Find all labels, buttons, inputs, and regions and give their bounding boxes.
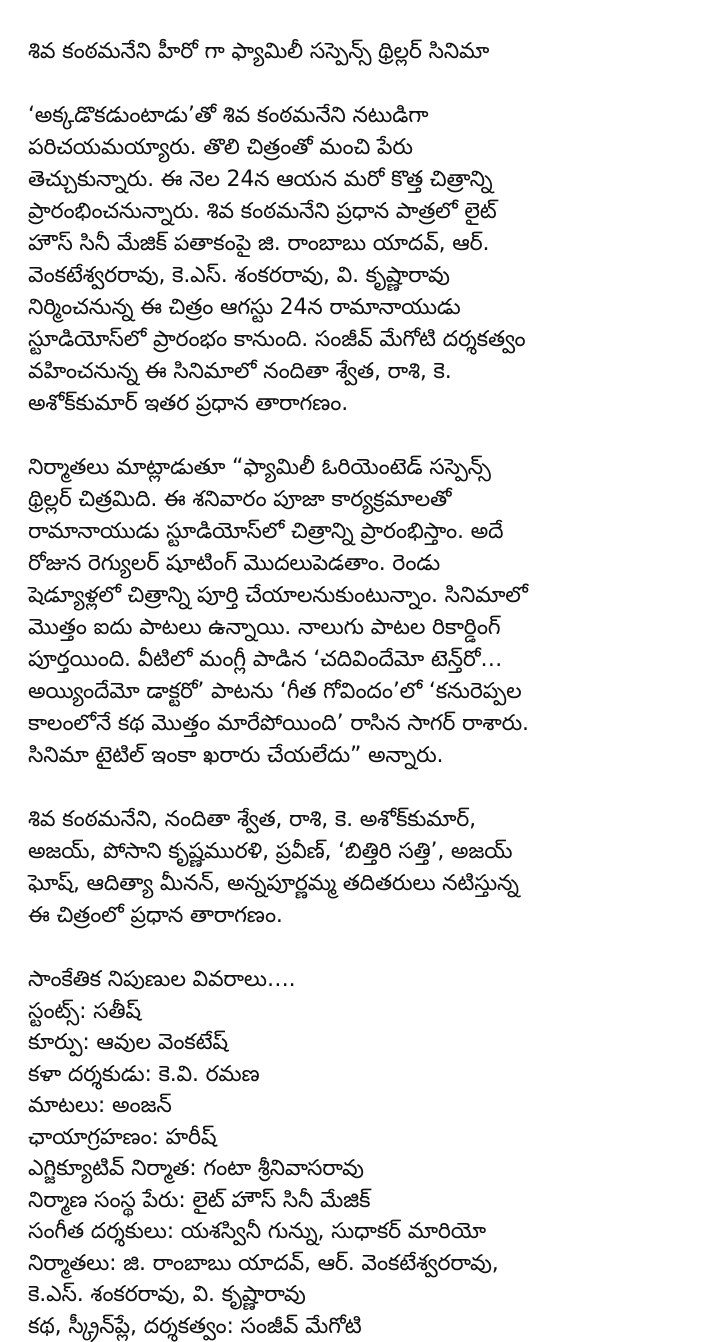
article-title: శివ కంఠమనేని హీరో గా ఫ్యామిలీ సస్పెన్స్ థ్రిల్లర్ సినిమా <box>28 36 683 68</box>
text-line: థ్రిల్లర్ చిత్రమిది. ఈ శనివారం పూజా కార్యక్రమాలతో <box>28 484 683 516</box>
credits-heading: సాంకేతిక నిపుణుల వివరాలు…. <box>28 964 683 996</box>
text-line: అశోక్‌కుమార్ ఇతర ప్రధాన తారాగణం. <box>28 388 683 420</box>
credit-line: నిర్మాతలు: జి. రాంబాబు యాదవ్, ఆర్. వెంకటేశ్వరరావు, <box>28 1248 683 1280</box>
credit-line: ఛాయాగ్రహణం: హరీష్ <box>28 1122 683 1154</box>
text-line: ‘అక్కడొకడుంటాడు’తో శివ కంఠమనేని నటుడిగా <box>28 100 683 132</box>
intro-paragraph <box>28 100 683 420</box>
text-line: పరిచయమయ్యారు. తొలి చిత్రంతో మంచి పేరు <box>28 132 683 164</box>
text-line: ఈ చిత్రంలో ప్రధాన తారాగణం. <box>28 900 683 932</box>
text-line: సినిమా టైటిల్ ఇంకా ఖరారు చేయలేదు” అన్నారు. <box>28 740 683 772</box>
text-line: అయ్యిందేమో డాక్టరో’ పాటను ‘గీత గోవిందం’లో ‘కనురెప్పల <box>28 676 683 708</box>
credit-line: స్టంట్స్: సతీష్ <box>28 996 683 1028</box>
credit-line: కథ, స్క్రీన్‌ప్లే, దర్శకత్వం: సంజీవ్ మేగోటి <box>28 1311 683 1342</box>
credit-line: సంగీత దర్శకులు: యశస్వినీ గున్ను, సుధాకర్ మారియో <box>28 1216 683 1248</box>
text-line: నిర్మాతలు మాట్లాడుతూ “ఫ్యామిలీ ఓరియెంటెడ్ సస్పెన్స్ <box>28 452 683 484</box>
text-line: వెంకటేశ్వరరావు, కె.ఎస్. శంకరరావు, వి. కృష్ణారావు <box>28 260 683 292</box>
cast-paragraph <box>28 804 683 932</box>
technical-credits-list <box>28 964 683 1342</box>
text-line: ఘోష్, ఆదిత్యా మీనన్, అన్నపూర్ణమ్మ తదితరులు నటిస్తున్న <box>28 868 683 900</box>
text-line: పూర్తయింది. వీటిలో మంగ్లీ పాడిన ‘చదివిందేమో టెన్త్‌రో… <box>28 644 683 676</box>
text-line: శివ కంఠమనేని, నందితా శ్వేత, రాశి, కె. అశోక్‌కుమార్, <box>28 804 683 836</box>
credit-line: కూర్పు: ఆవుల వెంకటేష్ <box>28 1027 683 1059</box>
credit-line: మాటలు: అంజన్ <box>28 1090 683 1122</box>
text-line: తెచ్చుకున్నారు. ఈ నెల 24న ఆయన మరో కొత్త చిత్రాన్ని <box>28 164 683 196</box>
text-line: అజయ్, పోసాని కృష్ణమురళి, ప్రవీణ్, ‘బిత్తిరి సత్తి’, అజయ్ <box>28 836 683 868</box>
text-line: మొత్తం ఐదు పాటలు ఉన్నాయి. నాలుగు పాటల రికార్డింగ్ <box>28 612 683 644</box>
text-line: ప్రారంభించనున్నారు. శివ కంఠమనేని ప్రధాన పాత్రలో లైట్ <box>28 196 683 228</box>
credit-line: నిర్మాణ సంస్థ పేరు: లైట్ హౌస్ సినీ మేజిక్ <box>28 1185 683 1217</box>
credit-line: కళా దర్శకుడు: కె.వి. రమణ <box>28 1059 683 1091</box>
text-line: స్టూడియోస్‌లో ప్రారంభం కానుంది. సంజీవ్ మేగోటి దర్శకత్వం <box>28 324 683 356</box>
credit-line: కె.ఎస్. శంకరరావు, వి. కృష్ణారావు <box>28 1279 683 1311</box>
text-line: రోజున రెగ్యులర్ షూటింగ్ మొదలుపెడతాం. రెండు <box>28 548 683 580</box>
text-line: నిర్మించనున్న ఈ చిత్రం ఆగస్టు 24న రామానాయుడు <box>28 292 683 324</box>
text-line: షెడ్యూళ్లలో చిత్రాన్ని పూర్తి చేయాలనుకుంటున్నాం. సినిమాలో <box>28 580 683 612</box>
text-line: కాలంలోనే కథ మొత్తం మారేపోయింది’ రాసిన సాగర్ రాశారు. <box>28 708 683 740</box>
credit-line: ఎగ్జిక్యూటివ్ నిర్మాత: గంటా శ్రీనివాసరావు <box>28 1153 683 1185</box>
text-line: హౌస్ సినీ మేజిక్ పతాకంపై జి. రాంబాబు యాదవ్, ఆర్. <box>28 228 683 260</box>
text-line: వహించనున్న ఈ సినిమాలో నందితా శ్వేత, రాశి, కె. <box>28 356 683 388</box>
producers-quote-paragraph <box>28 452 683 772</box>
text-line: రామానాయుడు స్టూడియోస్‌లో చిత్రాన్ని ప్రారంభిస్తాం. అదే <box>28 516 683 548</box>
